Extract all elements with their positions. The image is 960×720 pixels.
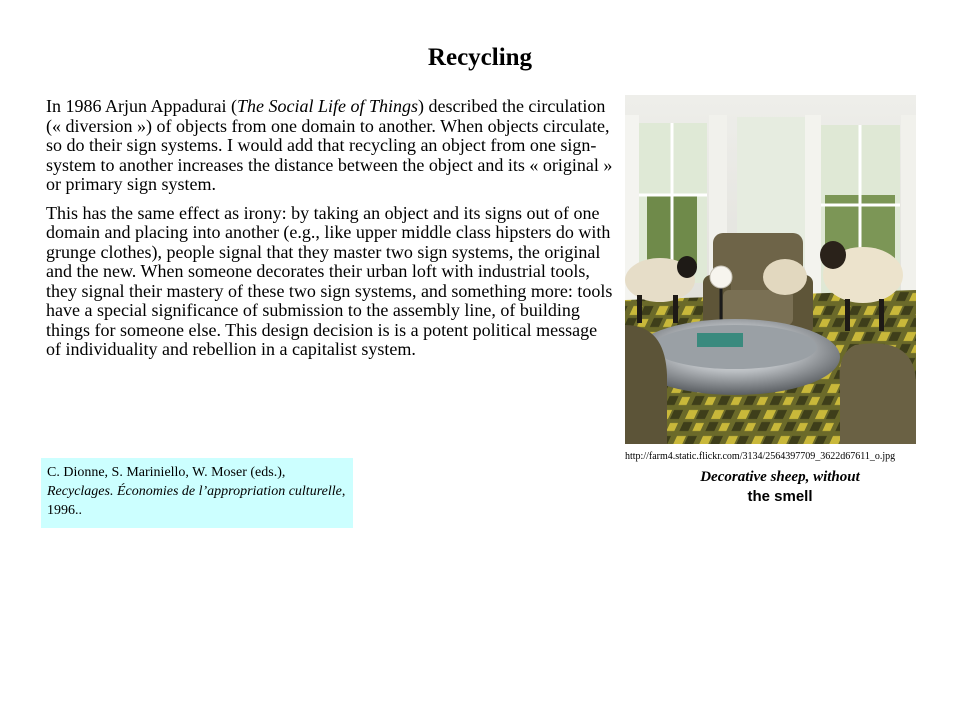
paragraph-irony: This has the same effect as irony: by taking an object and its signs out of one domain and placing into another (e.g., like upper middle class hipsters do with grunge clothes), people signal that they master two sign systems, the original and the new. When someone decorates their urban loft with industrial tools, they signal their mastery of these two sign systems, and something more: tools have a special significance of submission to the assembly line, of building things for someone else. This design decision is is a potent political message of individuality and rebellion in a capitalist system. bbox=[46, 202, 613, 359]
paragraph1-intro: In 1986 Arjun Appadurai ( bbox=[46, 96, 237, 116]
sheep-photo bbox=[625, 95, 916, 444]
caption-line-2: the smell bbox=[747, 488, 813, 505]
citation-box bbox=[41, 458, 353, 528]
paragraph1-rest: ) described the circulation (« diversion ») of objects from one domain to another. When objects circulate, so do their sign systems. I would add that recycling an object from one sign-system to another increases the distance between the object and its « original » or primary sign system. bbox=[46, 96, 613, 194]
image-source-url: http://farm4.static.flickr.com/3134/2564397709_3622d67611_o.jpg bbox=[625, 451, 896, 462]
citation-year: , 1996.. bbox=[47, 484, 346, 518]
caption-line-1: Decorative sheep, without bbox=[700, 469, 860, 485]
citation-authors: C. Dionne, S. Mariniello, W. Moser (eds.), bbox=[47, 465, 286, 480]
book-title: The Social Life of Things bbox=[236, 96, 418, 116]
image-caption bbox=[660, 467, 900, 507]
citation-work-title: Recyclages. Économies de l’appropriation culturelle bbox=[47, 484, 342, 499]
paragraph-appadurai bbox=[46, 97, 616, 195]
slide-title: Recycling bbox=[427, 44, 533, 71]
body-text bbox=[46, 97, 616, 369]
